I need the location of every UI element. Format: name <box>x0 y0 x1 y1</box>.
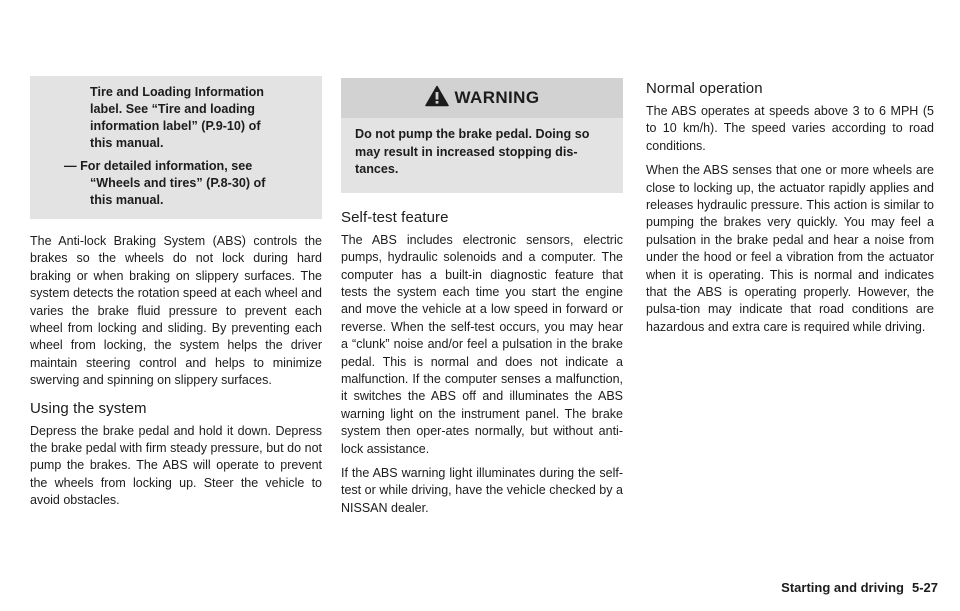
warning-title: WARNING <box>454 88 540 107</box>
warning-line: Do not pump the brake pedal. Doing so <box>355 127 590 141</box>
warning-line: tances. <box>355 162 399 177</box>
left-column <box>30 0 322 510</box>
note-line: this manual. <box>90 193 164 207</box>
section-title: Starting and driving <box>781 580 904 595</box>
warning-header <box>341 78 623 118</box>
page-footer <box>781 580 938 595</box>
note-line: — For detailed information, see <box>64 159 253 173</box>
right-column <box>646 0 934 336</box>
self-test-dealer-paragraph: If the ABS warning light illuminates during the self-test or while driving, have the vehicle checked by a NISSAN dealer. <box>341 466 623 515</box>
note-line: this manual. <box>90 136 164 150</box>
self-test-heading: Self-test feature <box>341 208 449 226</box>
note-line: information label” (P.9-10) of <box>90 119 261 133</box>
page-number: 5-27 <box>911 580 938 595</box>
middle-column <box>341 0 623 517</box>
warning-triangle-icon <box>425 85 449 112</box>
warning-line: may result in increased stopping dis- <box>355 144 578 159</box>
warning-body <box>341 118 623 193</box>
note-line: label. See “Tire and loading <box>90 102 255 116</box>
note-line: “Wheels and tires” (P.8-30) of <box>90 176 266 190</box>
note-box <box>30 76 322 219</box>
abs-intro-paragraph: The Anti-lock Braking System (ABS) controls the brakes so the wheels do not lock during hard braking or when braking on slippery surfaces. The system detects the rotation speed at each wheel and varies the brake fluid pressure to prevent each wheel from locking and sliding. By preventing each wheel from locking, the system helps the driver maintain steering control and helps to minimize swerving and spinning on slippery surfaces. <box>30 234 322 388</box>
abs-actuator-paragraph: When the ABS senses that one or more wheels are close to locking up, the actuator rapidly applies and releases hydraulic pressure. This action is similar to pumping the brakes very quickly. You may feel a pulsation in the brake pedal and hear a noise from under the hood or feel a vibration from the actuator when it is operating. This is normal and indicates that the ABS is operating properly. However, the pulsa-tion may indicate that road conditions are hazardous and extra care is required while driving. <box>646 163 934 334</box>
self-test-paragraph: The ABS includes electronic sensors, electric pumps, hydraulic solenoids and a computer. The computer has a built-in diagnostic feature that tests the system each time you start the engine and move the vehicle at a low speed in forward or reverse. When the self-test occurs, you may hear a “clunk” noise and/or feel a pulsation in the brake pedal. This is normal and does not indicate a malfunction. If the computer senses a malfunction, it switches the ABS off and illuminates the ABS warning light on the instrument panel. The brake system then oper-ates normally, but without anti-lock assistance. <box>341 232 623 456</box>
using-system-heading: Using the system <box>30 399 147 417</box>
normal-operation-paragraph: The ABS operates at speeds above 3 to 6 MPH (5 to 10 km/h). The speed varies according to road conditions. <box>646 104 934 153</box>
normal-operation-heading: Normal operation <box>646 80 763 97</box>
note-line: Tire and Loading Information <box>90 85 264 99</box>
using-system-paragraph: Depress the brake pedal and hold it down. Depress the brake pedal with firm steady pressure, but do not pump the brakes. The ABS will operate to prevent the wheels from locking up. Steer the vehicle to avoid obstacles. <box>30 423 322 508</box>
